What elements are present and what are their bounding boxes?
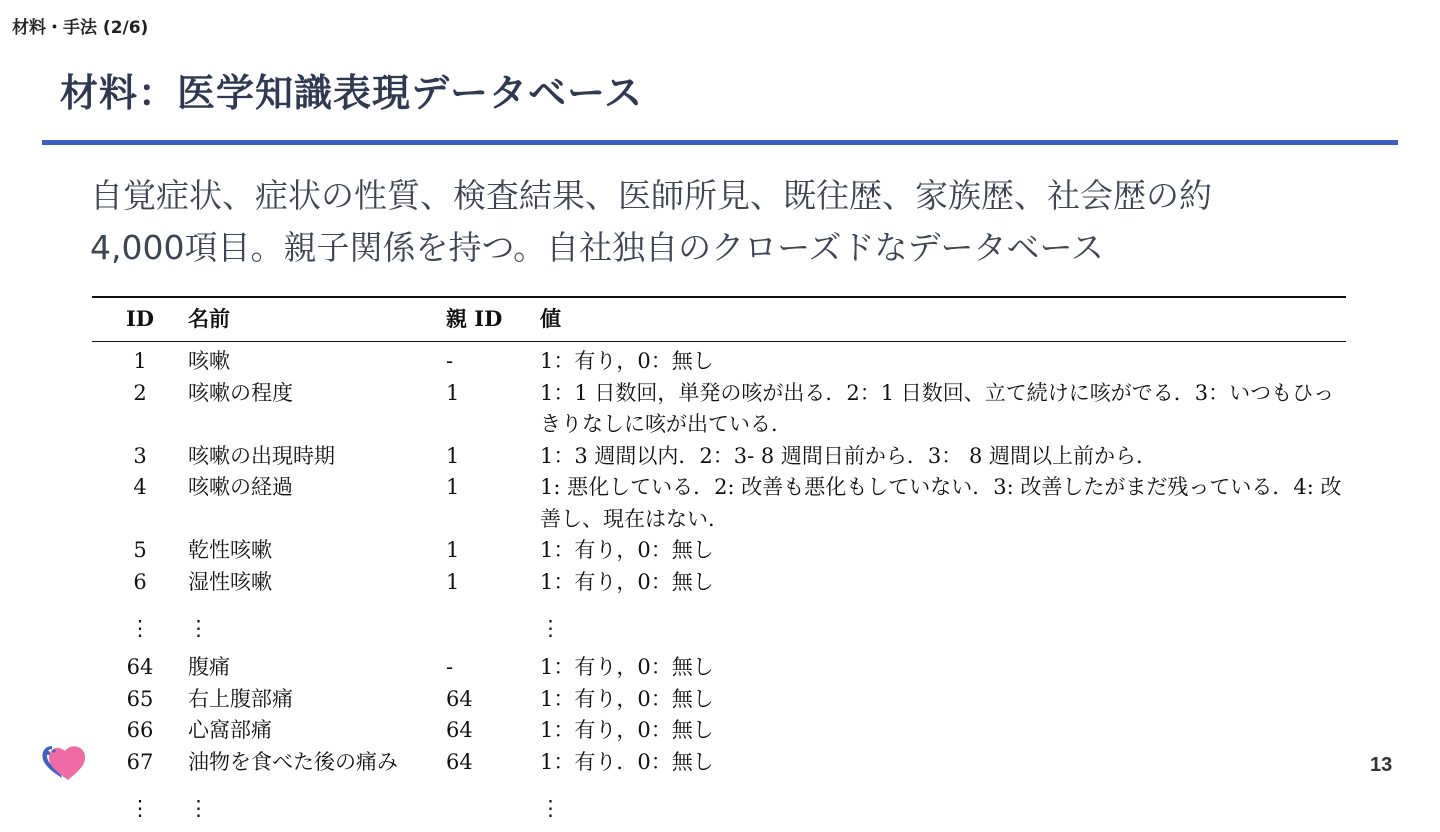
cell-parent-id: 64 (446, 684, 540, 716)
cell-name: ⋮ (188, 598, 446, 652)
table-body (92, 342, 1346, 832)
database-table (92, 296, 1346, 832)
table-row (92, 747, 1346, 779)
cell-parent-id: 1 (446, 535, 540, 567)
cell-parent-id: 1 (446, 567, 540, 599)
cell-parent-id: 1 (446, 441, 540, 473)
cell-name: 咳嗽 (188, 342, 446, 378)
cell-name: 腹痛 (188, 652, 446, 684)
cell-name: 右上腹部痛 (188, 684, 446, 716)
table-row (92, 684, 1346, 716)
cell-parent-id (446, 778, 540, 832)
cell-name: 湿性咳嗽 (188, 567, 446, 599)
cell-parent-id: 64 (446, 715, 540, 747)
table-header-row (92, 297, 1346, 342)
cell-id: ⋮ (92, 778, 188, 832)
table-row (92, 715, 1346, 747)
table-row (92, 441, 1346, 473)
cell-value: 1：有り．0：無し (540, 747, 1346, 779)
cell-name: 油物を食べた後の痛み (188, 747, 446, 779)
cell-value: 1：有り，0：無し (540, 715, 1346, 747)
heart-logo-icon (38, 738, 90, 782)
cell-id: 5 (92, 535, 188, 567)
header-name: 名前 (188, 297, 446, 342)
table-row (92, 567, 1346, 599)
cell-name: ⋮ (188, 778, 446, 832)
cell-value: 1：1 日数回，単発の咳が出る．2：1 日数回、立て続けに咳がでる．3：いつもひっきりなしに咳が出ている． (540, 378, 1346, 441)
logo-dot-1 (46, 751, 50, 755)
table-row (92, 535, 1346, 567)
header-value: 値 (540, 297, 1346, 342)
cell-id: 6 (92, 567, 188, 599)
cell-id: 3 (92, 441, 188, 473)
cell-value: 1：有り，0：無し (540, 652, 1346, 684)
cell-name: 乾性咳嗽 (188, 535, 446, 567)
cell-value: ⋮ (540, 778, 1346, 832)
cell-parent-id: 1 (446, 378, 540, 441)
cell-parent-id: 64 (446, 747, 540, 779)
cell-parent-id: 1 (446, 472, 540, 535)
description (90, 170, 1370, 274)
cell-parent-id (446, 598, 540, 652)
header-parent-id: 親 ID (446, 297, 540, 342)
cell-name: 咳嗽の出現時期 (188, 441, 446, 473)
table-row (92, 472, 1346, 535)
cell-value: 1：有り，0：無し (540, 684, 1346, 716)
cell-id: 65 (92, 684, 188, 716)
page-title: 材料：医学知識表現データベース (60, 62, 643, 117)
cell-value: 1: 悪化している．2: 改善も悪化もしていない．3: 改善したがまだ残っている．4: 改善し、現在はない． (540, 472, 1346, 535)
table-row (92, 778, 1346, 832)
cell-id: 1 (92, 342, 188, 378)
page-number: 13 (1370, 754, 1392, 777)
cell-value: 1：有り，0：無し (540, 535, 1346, 567)
cell-value: ⋮ (540, 598, 1346, 652)
cell-value: 1：3 週間以内．2：3- 8 週間日前から．3： 8 週間以上前から． (540, 441, 1346, 473)
cell-value: 1：有り，0：無し (540, 342, 1346, 378)
table-row (92, 598, 1346, 652)
description-line-2: 4,000項目。親子関係を持つ。自社独自のクローズドなデータベース (90, 222, 1370, 274)
table-row (92, 378, 1346, 441)
cell-name: 咳嗽の程度 (188, 378, 446, 441)
cell-id: 66 (92, 715, 188, 747)
cell-value: 1：有り，0：無し (540, 567, 1346, 599)
cell-id: ⋮ (92, 598, 188, 652)
cell-id: 2 (92, 378, 188, 441)
table-row (92, 652, 1346, 684)
database-table-container (92, 296, 1346, 832)
title-divider (42, 140, 1398, 145)
header-id: ID (92, 297, 188, 342)
cell-parent-id: - (446, 652, 540, 684)
cell-name: 咳嗽の経過 (188, 472, 446, 535)
description-line-1: 自覚症状、症状の性質、検査結果、医師所見、既往歴、家族歴、社会歴の約 (90, 170, 1370, 222)
cell-parent-id: - (446, 342, 540, 378)
cell-id: 64 (92, 652, 188, 684)
breadcrumb: 材料・手法 (2/6) (12, 13, 148, 38)
cell-name: 心窩部痛 (188, 715, 446, 747)
logo-dot-2 (52, 749, 55, 752)
cell-id: 4 (92, 472, 188, 535)
cell-id: 67 (92, 747, 188, 779)
table-row (92, 342, 1346, 378)
